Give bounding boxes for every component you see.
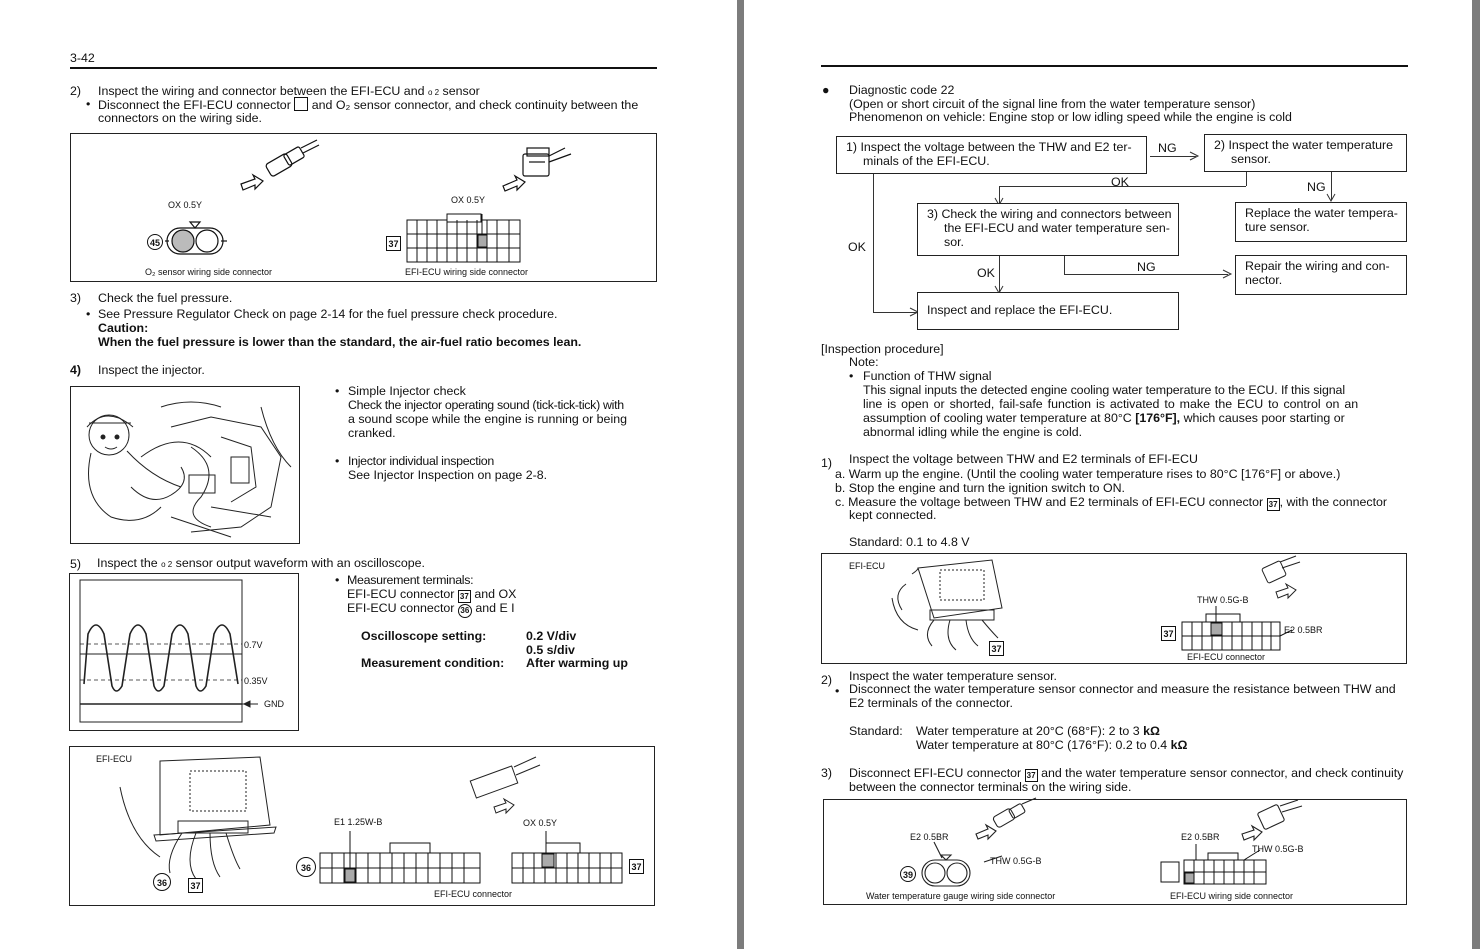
figure-caption: EFI-ECU connector <box>1187 652 1266 662</box>
oscilloscope-figure <box>69 573 299 731</box>
connector-badge: 37 <box>386 236 401 251</box>
wire-label: OX 0.5Y <box>451 195 486 205</box>
connector-badge: 36 <box>296 857 316 877</box>
bullet-dot: • <box>849 369 854 383</box>
arrow-icon <box>1326 194 1336 202</box>
step-text: connectors on the wiring side. <box>98 111 262 125</box>
check-text: a sound scope while the engine is running or being <box>348 412 627 426</box>
oscilloscope-value: 0.2 V/div <box>526 629 577 643</box>
step-title: Inspect the voltage between THW and E2 terminals of EFI-ECU <box>849 452 1198 466</box>
flow-ng-label: NG <box>1137 260 1156 274</box>
flow-ng-label: NG <box>1158 141 1177 155</box>
flow-connector <box>873 174 874 312</box>
wire-label: E2 0.5BR <box>1284 625 1323 635</box>
connector-badge: 37 <box>1025 769 1038 782</box>
injector-illustration <box>70 386 300 544</box>
step-text: c. Measure the voltage between THW and E2 terminals of EFI-ECU connector 37 , with the connector <box>835 495 1388 509</box>
bullet-dot: • <box>335 384 340 398</box>
flow-ok-label: OK <box>977 266 995 280</box>
note-text: line is open or shorted, fail-safe function is activated to make the ECU to control on an <box>863 397 1359 411</box>
connector-badge: 37 <box>188 878 203 893</box>
scope-level-label: 0.7V <box>244 640 263 650</box>
section-heading: [Inspection procedure] <box>821 342 944 356</box>
flow-connector <box>1064 274 1228 275</box>
check-text: Check the injector operating sound (tick-tick-tick) with <box>348 398 624 412</box>
oscilloscope-label: Oscilloscope setting: <box>361 629 487 643</box>
figure-caption: EFI-ECU connector <box>434 889 513 899</box>
note-text: abnormal idling while the engine is cold. <box>863 425 1083 439</box>
note-text: assumption of cooling water temperature at 80°C [176°F], which causes poor starting or <box>863 411 1345 425</box>
wire-label: OX 0.5Y <box>168 200 203 210</box>
ecu-label: EFI-ECU <box>96 754 132 764</box>
measurement-heading: Measurement terminals: <box>347 573 474 587</box>
step-text: See Pressure Regulator Check on page 2-14 for the fuel pressure check procedure. <box>98 307 558 321</box>
flow-connector <box>1064 256 1065 274</box>
bullet-dot: ● <box>822 83 830 97</box>
step-number: 1) <box>821 456 833 470</box>
wire-label: E2 0.5BR <box>910 832 949 842</box>
measurement-text: EFI-ECU connector 37 and OX <box>347 587 517 601</box>
flow-step-1: 1) Inspect the voltage between the THW and E2 ter- minals of the EFI-ECU. <box>836 136 1147 174</box>
page-number: 3-42 <box>70 51 95 65</box>
step-text: a. Warm up the engine. (Until the cooling water temperature rises to 80°C [176°F] or above.) <box>835 467 1341 481</box>
connector-badge: 36 <box>458 604 472 618</box>
connector-badge: 36 <box>153 873 171 891</box>
figure-caption: Water temperature gauge wiring side connector <box>866 891 1056 901</box>
bullet-dot: • <box>835 684 840 698</box>
header-rule <box>70 67 657 69</box>
connector-illustration <box>71 134 656 281</box>
step-text: E2 terminals of the connector. <box>849 696 1013 710</box>
step-number: 4) <box>70 363 82 377</box>
step-text: Disconnect EFI-ECU connector 37 and the water temperature sensor connector, and check continuity <box>849 766 1404 780</box>
step-title: Inspect the water temperature sensor. <box>849 669 1057 683</box>
step-number: 2) <box>821 673 833 687</box>
connector-badge: 37 <box>629 859 644 874</box>
standard-label: Standard: <box>849 724 903 738</box>
diagnostic-text: (Open or short circuit of the signal line from the water temperature sensor) <box>849 97 1256 111</box>
standard-value: Water temperature at 20°C (68°F): 2 to 3 kΩ <box>916 724 1160 738</box>
step-text: between the connector terminals on the wiring side. <box>849 780 1132 794</box>
step-number: 3) <box>821 766 833 780</box>
connector-badge: 37 <box>1267 498 1280 511</box>
connector-badge: 37 <box>1161 626 1176 641</box>
figure-caption: EFI-ECU wiring side connector <box>405 267 529 277</box>
diagnostic-title: Diagnostic code 22 <box>849 83 955 97</box>
figure-caption: O₂ sensor wiring side connector <box>145 267 273 277</box>
arrow-icon <box>1190 151 1200 161</box>
note-heading: Function of THW signal <box>863 369 992 383</box>
connector-badge: 39 <box>900 866 916 882</box>
check-heading: Injector individual inspection <box>348 454 494 468</box>
note-text: This signal inputs the detected engine cooling water temperature to the ECU. If this signal <box>863 383 1345 397</box>
check-heading: Simple Injector check <box>348 384 466 398</box>
step-title: Inspect the o 2 sensor output waveform with an oscilloscope. <box>97 556 425 570</box>
header-rule <box>821 65 1408 67</box>
condition-value: After warming up <box>526 656 628 670</box>
wire-label: E1 1.25W-B <box>334 817 383 827</box>
flow-repair-wiring: Repair the wiring and con- nector. <box>1235 255 1407 295</box>
check-text: cranked. <box>348 426 396 440</box>
flow-step-2: 2) Inspect the water temperature sensor. <box>1204 134 1407 172</box>
left-manual-page[interactable] <box>0 0 737 949</box>
bullet-dot: • <box>86 307 91 321</box>
flow-ng-label: NG <box>1307 180 1326 194</box>
oscilloscope-value: 0.5 s/div <box>526 643 575 657</box>
flow-replace-sensor: Replace the water tempera- ture sensor. <box>1235 202 1407 242</box>
step-number: 2) <box>70 84 82 98</box>
wire-label: E2 0.5BR <box>1181 832 1220 842</box>
connector-badge: 45 <box>147 234 163 250</box>
diagnostic-text: Phenomenon on vehicle: Engine stop or low idling speed while the engine is cold <box>849 110 1292 124</box>
connector-symbol <box>294 97 308 111</box>
ecu-label: EFI-ECU <box>849 561 885 571</box>
ecu-voltage-figure <box>821 553 1407 664</box>
bullet-dot: • <box>86 97 91 111</box>
standard-value: Water temperature at 80°C (176°F): 0.2 to 0.4 kΩ <box>916 738 1188 752</box>
condition-label: Measurement condition: <box>361 656 505 670</box>
wire-label: THW 0.5G-B <box>990 856 1042 866</box>
bullet-dot: • <box>335 573 340 587</box>
step-title: Inspect the wiring and connector between the EFI-ECU and o 2 sensor <box>98 84 480 98</box>
arrow-icon <box>1223 269 1233 279</box>
right-manual-page[interactable] <box>744 0 1472 949</box>
step-title: Check the fuel pressure. <box>98 291 233 305</box>
step-text: Disconnect the water temperature sensor connector and measure the resistance between THW and <box>849 682 1396 696</box>
caution-text: When the fuel pressure is lower than the standard, the air-fuel ratio becomes lean. <box>98 335 582 349</box>
step-text: b. Stop the engine and turn the ignition switch to ON. <box>835 481 1125 495</box>
step-number: 3) <box>70 291 82 305</box>
check-text: See Injector Inspection on page 2-8. <box>348 468 548 482</box>
bullet-dot: • <box>335 454 340 468</box>
continuity-figure <box>823 799 1407 905</box>
step-title: Inspect the injector. <box>98 363 205 377</box>
connector-badge: 37 <box>458 590 471 603</box>
step-text: Disconnect the EFI-ECU connector and O₂ sensor connector, and check continuity between the <box>98 98 639 112</box>
caution-label: Caution: <box>98 321 149 335</box>
note-label: Note: <box>849 355 879 369</box>
flow-ok-label: OK <box>1111 175 1129 189</box>
ecu-connector-figure <box>69 746 655 906</box>
continuity-illustration <box>824 800 1406 904</box>
flow-ok-label: OK <box>848 240 866 254</box>
wire-label: OX 0.5Y <box>523 818 558 828</box>
measurement-text: EFI-ECU connector 36 and E I <box>347 601 515 618</box>
step-text: kept connected. <box>849 508 937 522</box>
ecu-voltage-illustration <box>822 554 1406 663</box>
scope-level-label: 0.35V <box>244 676 268 686</box>
flow-connector <box>1246 172 1247 186</box>
standard-value: Standard: 0.1 to 4.8 V <box>849 535 970 549</box>
connector-figure <box>70 133 657 282</box>
engine-sketch <box>71 387 299 543</box>
wire-label: THW 0.5G-B <box>1252 844 1304 854</box>
step-number: 5) <box>70 557 82 571</box>
connector-badge: 37 <box>989 641 1004 656</box>
figure-caption: EFI-ECU wiring side connector <box>1170 891 1294 901</box>
wire-label: THW 0.5G-B <box>1197 595 1249 605</box>
flow-step-3: 3) Check the wiring and connectors between the EFI-ECU and water temperature sen- sor. <box>917 203 1179 256</box>
scope-ground-label: GND <box>264 699 284 709</box>
flow-final-step: Inspect and replace the EFI-ECU. <box>917 292 1179 330</box>
